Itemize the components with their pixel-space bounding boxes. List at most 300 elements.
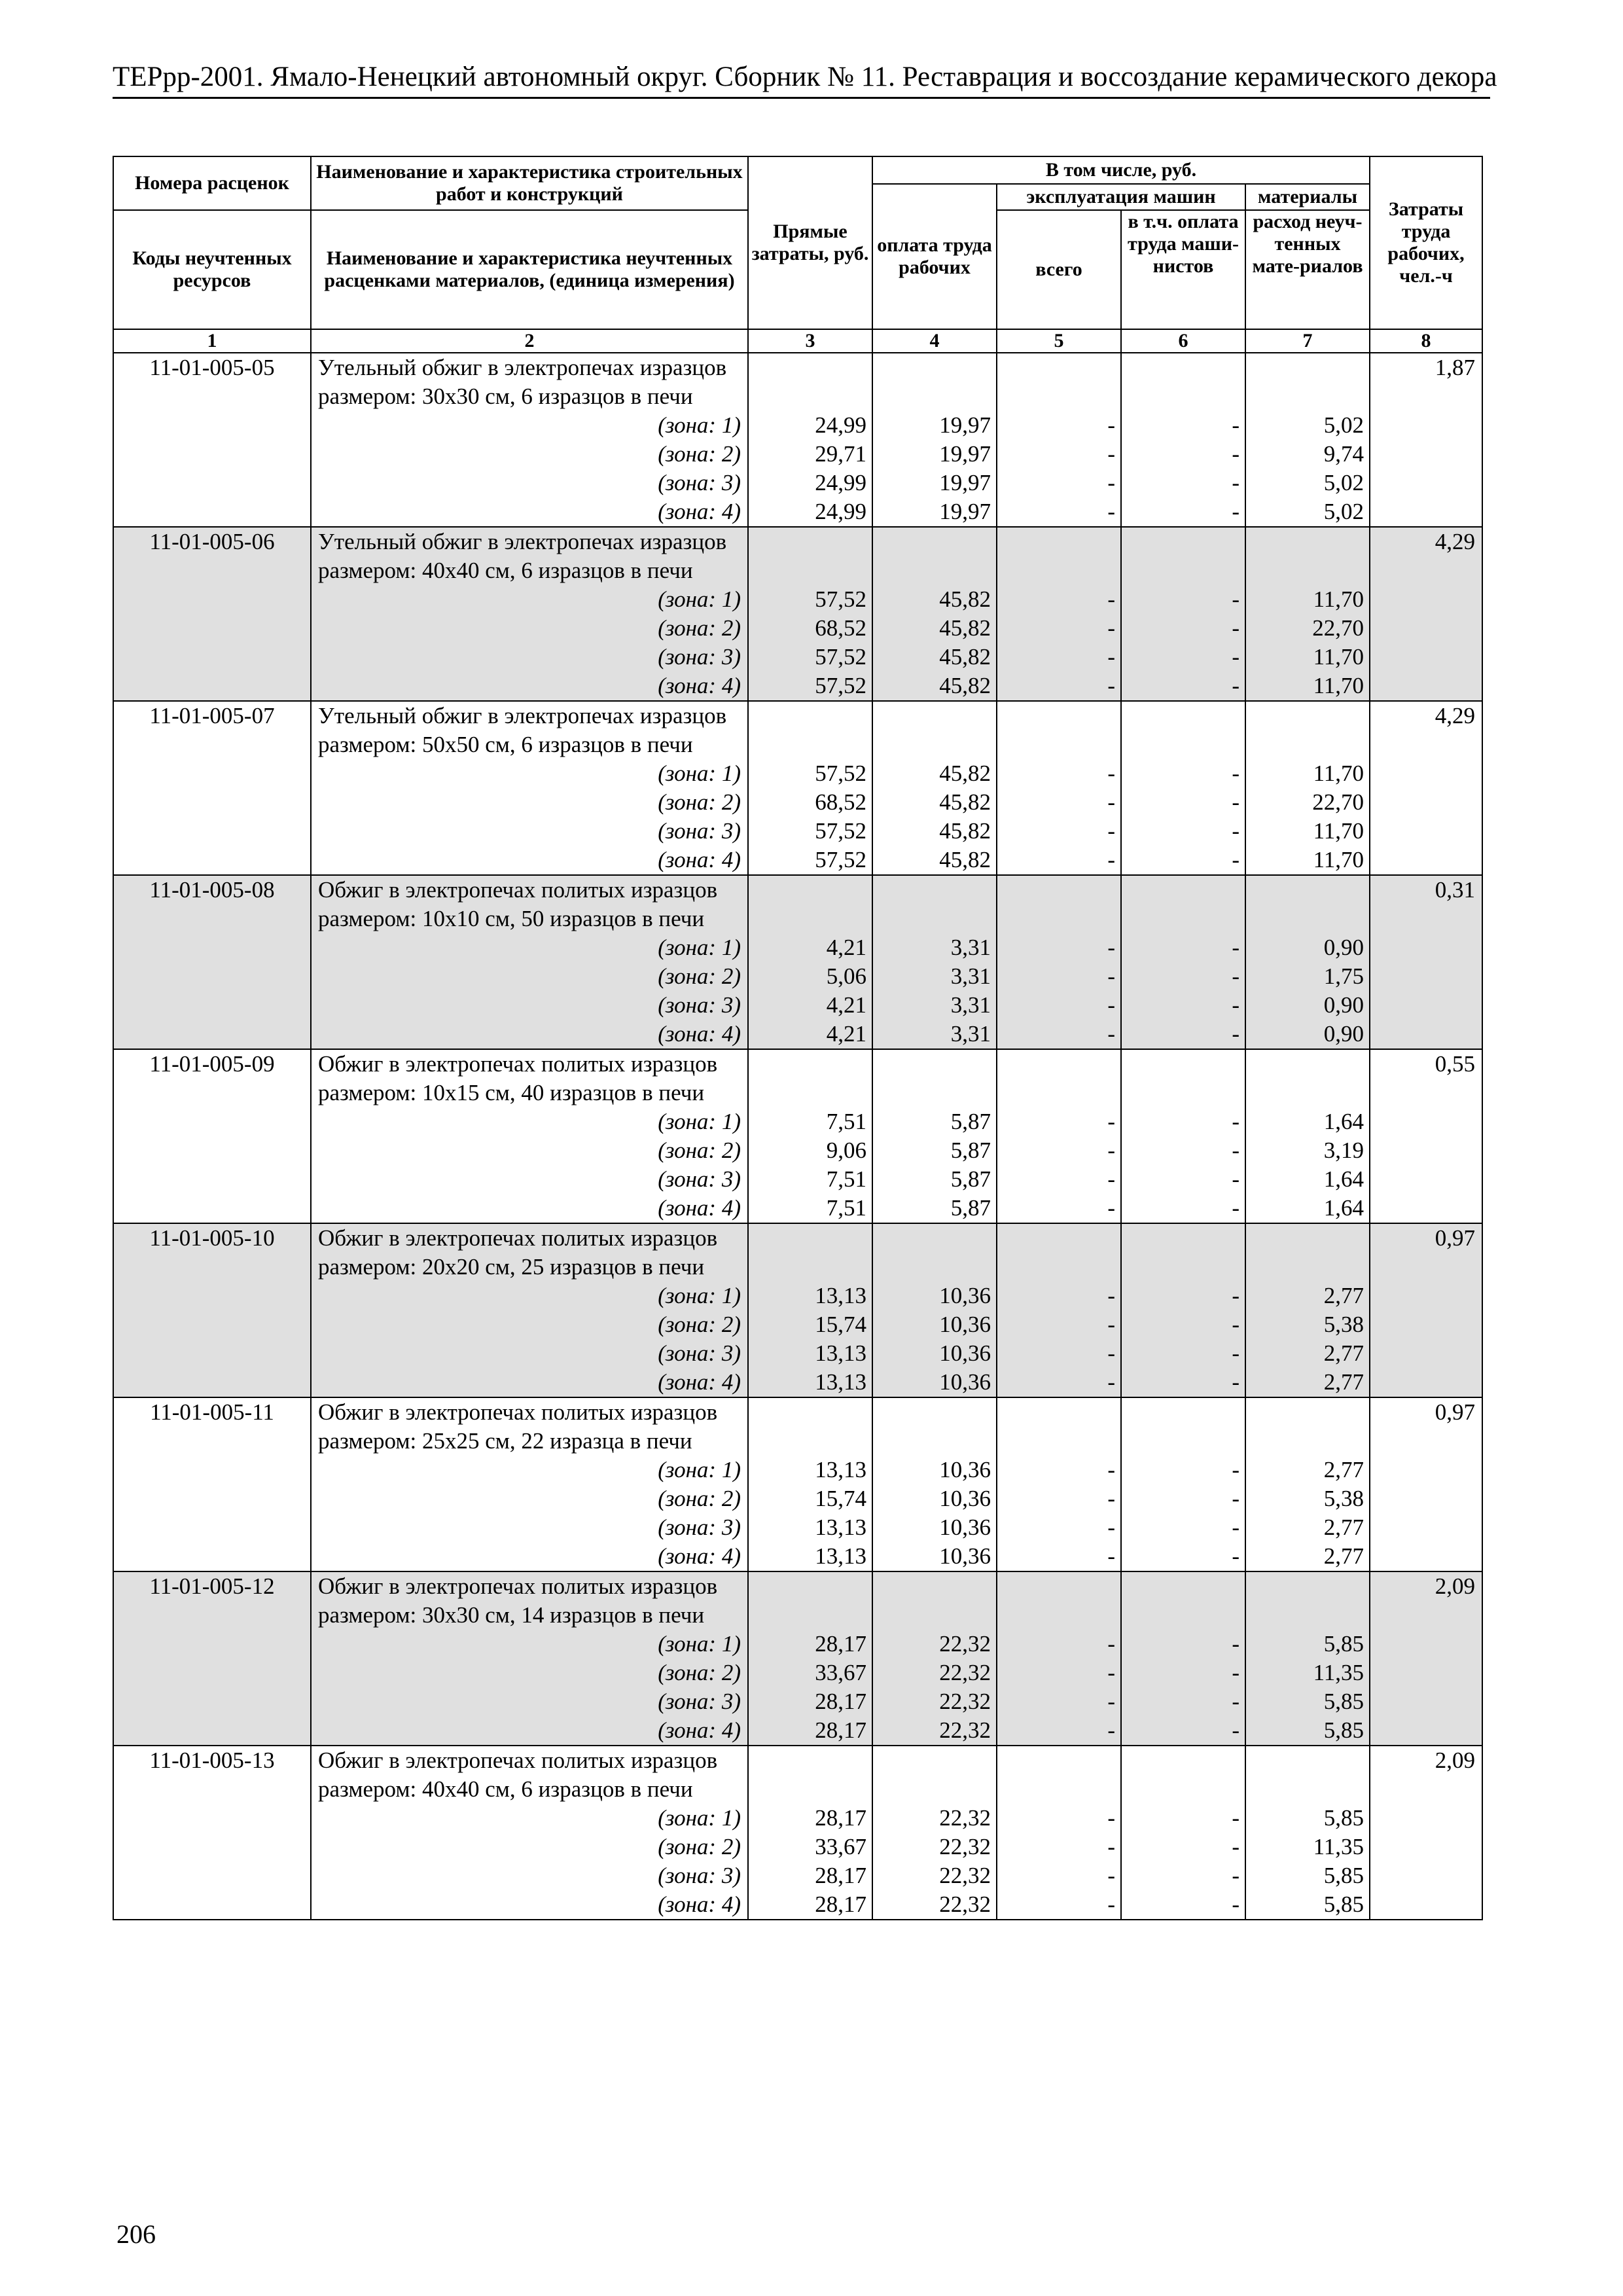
rate-description: Утельный обжиг в электропечах изразцов размером: 50х50 см, 6 изразцов в печи bbox=[318, 703, 727, 757]
materials-cost-value: 5,02 bbox=[1323, 412, 1364, 438]
wages-value: 22,32 bbox=[939, 1660, 991, 1685]
direct-cost-cell bbox=[748, 1049, 872, 1223]
machinist-wages-value: - bbox=[1232, 1486, 1240, 1511]
wages-cell bbox=[872, 1049, 997, 1223]
machinist-wages-value: - bbox=[1232, 1369, 1240, 1395]
materials-cost-value: 2,77 bbox=[1323, 1543, 1364, 1569]
materials-cost-value: 0,90 bbox=[1323, 992, 1364, 1018]
wages-value: 19,97 bbox=[939, 499, 991, 524]
zone-label: (зона: 2) bbox=[658, 441, 741, 467]
header-rate-numbers: Номера расценок bbox=[113, 156, 311, 210]
wages-cell bbox=[872, 701, 997, 875]
machines-total-cell bbox=[997, 353, 1121, 527]
wages-value: 45,82 bbox=[939, 818, 991, 844]
wages-value: 10,36 bbox=[939, 1515, 991, 1540]
machinist-wages-value: - bbox=[1232, 586, 1240, 612]
rate-description-cell bbox=[311, 1746, 748, 1920]
direct-cost-cell bbox=[748, 701, 872, 875]
machines-total-value: - bbox=[1107, 789, 1115, 815]
wages-value: 10,36 bbox=[939, 1486, 991, 1511]
machinist-wages-cell bbox=[1121, 1397, 1245, 1571]
header-wages: оплата труда рабочих bbox=[872, 184, 997, 329]
direct-cost-cell bbox=[748, 1746, 872, 1920]
zone-label: (зона: 4) bbox=[658, 1543, 741, 1569]
rate-code: 11-01-005-09 bbox=[113, 1049, 311, 1223]
column-number: 8 bbox=[1370, 329, 1482, 353]
wages-value: 10,36 bbox=[939, 1312, 991, 1337]
machines-total-value: - bbox=[1107, 673, 1115, 698]
machinist-wages-value: - bbox=[1232, 789, 1240, 815]
machinist-wages-cell bbox=[1121, 1223, 1245, 1397]
machines-total-value: - bbox=[1107, 1631, 1115, 1657]
materials-cost-value: 5,85 bbox=[1323, 1863, 1364, 1888]
materials-cost-value: 0,90 bbox=[1323, 935, 1364, 960]
direct-cost-value: 28,17 bbox=[815, 1805, 866, 1831]
wages-value: 19,97 bbox=[939, 470, 991, 495]
labor-value: 4,29 bbox=[1370, 527, 1482, 701]
table-row bbox=[113, 875, 1482, 1049]
wages-value: 19,97 bbox=[939, 412, 991, 438]
machinist-wages-value: - bbox=[1232, 1515, 1240, 1540]
direct-cost-value: 7,51 bbox=[826, 1195, 866, 1221]
zone-label: (зона: 1) bbox=[658, 1805, 741, 1831]
materials-cost-cell bbox=[1245, 1397, 1370, 1571]
materials-cost-value: 11,70 bbox=[1313, 847, 1364, 872]
wages-value: 45,82 bbox=[939, 761, 991, 786]
rate-code: 11-01-005-05 bbox=[113, 353, 311, 527]
labor-value: 0,97 bbox=[1370, 1223, 1482, 1397]
column-number: 7 bbox=[1245, 329, 1370, 353]
wages-value: 22,32 bbox=[939, 1805, 991, 1831]
direct-cost-value: 28,17 bbox=[815, 1863, 866, 1888]
wages-cell bbox=[872, 1397, 997, 1571]
machines-total-value: - bbox=[1107, 412, 1115, 438]
rate-entry bbox=[113, 701, 1482, 875]
wages-value: 22,32 bbox=[939, 1717, 991, 1743]
header-machines-total: всего bbox=[997, 210, 1121, 329]
direct-cost-value: 5,06 bbox=[826, 963, 866, 989]
zone-label: (зона: 3) bbox=[658, 470, 741, 495]
wages-value: 45,82 bbox=[939, 644, 991, 670]
machines-total-value: - bbox=[1107, 1515, 1115, 1540]
direct-cost-cell bbox=[748, 353, 872, 527]
zone-label: (зона: 1) bbox=[658, 1283, 741, 1308]
machines-total-value: - bbox=[1107, 1138, 1115, 1163]
direct-cost-value: 13,13 bbox=[815, 1283, 866, 1308]
zone-label: (зона: 4) bbox=[658, 1195, 741, 1221]
machinist-wages-cell bbox=[1121, 701, 1245, 875]
materials-cost-value: 1,64 bbox=[1323, 1195, 1364, 1221]
zone-label: (зона: 1) bbox=[658, 412, 741, 438]
direct-cost-value: 7,51 bbox=[826, 1166, 866, 1192]
materials-cost-value: 1,75 bbox=[1323, 963, 1364, 989]
materials-cost-value: 0,90 bbox=[1323, 1021, 1364, 1047]
direct-cost-value: 13,13 bbox=[815, 1457, 866, 1482]
machines-total-cell bbox=[997, 875, 1121, 1049]
machines-total-value: - bbox=[1107, 615, 1115, 641]
direct-cost-value: 4,21 bbox=[826, 935, 866, 960]
machines-total-value: - bbox=[1107, 586, 1115, 612]
machinist-wages-value: - bbox=[1232, 1892, 1240, 1917]
zone-label: (зона: 4) bbox=[658, 1369, 741, 1395]
rate-description-cell bbox=[311, 875, 748, 1049]
machines-total-value: - bbox=[1107, 1543, 1115, 1569]
materials-cost-value: 22,70 bbox=[1312, 789, 1364, 815]
wages-value: 22,32 bbox=[939, 1834, 991, 1859]
wages-value: 22,32 bbox=[939, 1689, 991, 1714]
rate-description-cell bbox=[311, 1571, 748, 1746]
materials-cost-value: 5,85 bbox=[1323, 1689, 1364, 1714]
materials-cost-value: 1,64 bbox=[1323, 1166, 1364, 1192]
rate-entry bbox=[113, 1571, 1482, 1746]
zone-label: (зона: 2) bbox=[658, 1138, 741, 1163]
column-number: 3 bbox=[748, 329, 872, 353]
wages-value: 45,82 bbox=[939, 615, 991, 641]
zone-label: (зона: 3) bbox=[658, 992, 741, 1018]
wages-value: 22,32 bbox=[939, 1892, 991, 1917]
table-row bbox=[113, 1049, 1482, 1223]
zone-label: (зона: 3) bbox=[658, 1340, 741, 1366]
materials-cost-value: 11,70 bbox=[1313, 673, 1364, 698]
rate-code: 11-01-005-08 bbox=[113, 875, 311, 1049]
direct-cost-cell bbox=[748, 1397, 872, 1571]
machinist-wages-value: - bbox=[1232, 1543, 1240, 1569]
rate-entry bbox=[113, 1397, 1482, 1571]
rate-description: Обжиг в электропечах политых изразцов размером: 10х10 см, 50 изразцов в печи bbox=[318, 877, 718, 931]
rate-description-cell bbox=[311, 701, 748, 875]
machines-total-value: - bbox=[1107, 963, 1115, 989]
zone-label: (зона: 1) bbox=[658, 935, 741, 960]
materials-cost-value: 11,70 bbox=[1313, 644, 1364, 670]
table-header bbox=[113, 156, 1482, 353]
zone-label: (зона: 3) bbox=[658, 1689, 741, 1714]
direct-cost-cell bbox=[748, 1571, 872, 1746]
direct-cost-value: 57,52 bbox=[815, 818, 866, 844]
header-column-numbers bbox=[113, 329, 1482, 353]
direct-cost-value: 57,52 bbox=[815, 644, 866, 670]
rate-description: Обжиг в электропечах политых изразцов размером: 20х20 см, 25 изразцов в печи bbox=[318, 1225, 718, 1280]
machines-total-value: - bbox=[1107, 644, 1115, 670]
direct-cost-value: 33,67 bbox=[815, 1660, 866, 1685]
rate-description-cell bbox=[311, 1397, 748, 1571]
rate-entry bbox=[113, 1746, 1482, 1920]
machinist-wages-value: - bbox=[1232, 1457, 1240, 1482]
column-number: 6 bbox=[1121, 329, 1245, 353]
materials-cost-cell bbox=[1245, 875, 1370, 1049]
machines-total-value: - bbox=[1107, 935, 1115, 960]
zone-label: (зона: 3) bbox=[658, 1515, 741, 1540]
machinist-wages-cell bbox=[1121, 353, 1245, 527]
wages-value: 19,97 bbox=[939, 441, 991, 467]
machines-total-cell bbox=[997, 527, 1121, 701]
materials-cost-value: 5,85 bbox=[1323, 1805, 1364, 1831]
materials-cost-value: 2,77 bbox=[1323, 1369, 1364, 1395]
direct-cost-value: 28,17 bbox=[815, 1892, 866, 1917]
direct-cost-value: 68,52 bbox=[815, 789, 866, 815]
zone-label: (зона: 3) bbox=[658, 1863, 741, 1888]
materials-cost-value: 1,64 bbox=[1323, 1109, 1364, 1134]
column-number: 1 bbox=[113, 329, 311, 353]
wages-cell bbox=[872, 1223, 997, 1397]
machinist-wages-value: - bbox=[1232, 1834, 1240, 1859]
machines-total-value: - bbox=[1107, 499, 1115, 524]
table-row bbox=[113, 1746, 1482, 1920]
direct-cost-value: 13,13 bbox=[815, 1340, 866, 1366]
machinist-wages-value: - bbox=[1232, 761, 1240, 786]
materials-cost-cell bbox=[1245, 1223, 1370, 1397]
machinist-wages-value: - bbox=[1232, 412, 1240, 438]
machines-total-value: - bbox=[1107, 1340, 1115, 1366]
machines-total-value: - bbox=[1107, 1660, 1115, 1685]
rate-description: Обжиг в электропечах политых изразцов размером: 30х30 см, 14 изразцов в печи bbox=[318, 1573, 718, 1628]
wages-cell bbox=[872, 875, 997, 1049]
zone-label: (зона: 1) bbox=[658, 1457, 741, 1482]
materials-cost-value: 3,19 bbox=[1323, 1138, 1364, 1163]
zone-label: (зона: 2) bbox=[658, 615, 741, 641]
rate-description-cell bbox=[311, 527, 748, 701]
machinist-wages-value: - bbox=[1232, 1660, 1240, 1685]
machinist-wages-value: - bbox=[1232, 1166, 1240, 1192]
machinist-wages-value: - bbox=[1232, 992, 1240, 1018]
materials-cost-cell bbox=[1245, 1571, 1370, 1746]
direct-cost-value: 57,52 bbox=[815, 673, 866, 698]
wages-value: 22,32 bbox=[939, 1863, 991, 1888]
machines-total-value: - bbox=[1107, 470, 1115, 495]
page-header-title: ТЕРрр-2001. Ямало-Ненецкий автономный округ. Сборник № 11. Реставрация и воссоздание керамического декора bbox=[113, 60, 1490, 99]
wages-value: 10,36 bbox=[939, 1340, 991, 1366]
materials-cost-cell bbox=[1245, 353, 1370, 527]
direct-cost-value: 13,13 bbox=[815, 1515, 866, 1540]
table-row bbox=[113, 1397, 1482, 1571]
labor-value: 2,09 bbox=[1370, 1746, 1482, 1920]
machinist-wages-value: - bbox=[1232, 644, 1240, 670]
materials-cost-value: 5,02 bbox=[1323, 499, 1364, 524]
direct-cost-value: 68,52 bbox=[815, 615, 866, 641]
rate-description: Обжиг в электропечах политых изразцов размером: 25х25 см, 22 изразца в печи bbox=[318, 1399, 718, 1454]
wages-value: 3,31 bbox=[950, 992, 991, 1018]
machines-total-value: - bbox=[1107, 1834, 1115, 1859]
direct-cost-value: 57,52 bbox=[815, 761, 866, 786]
zone-label: (зона: 3) bbox=[658, 818, 741, 844]
direct-cost-value: 57,52 bbox=[815, 586, 866, 612]
header-materials-consumption: расход неуч-тенных мате-риалов bbox=[1245, 210, 1370, 329]
machines-total-cell bbox=[997, 1571, 1121, 1746]
zone-label: (зона: 1) bbox=[658, 586, 741, 612]
wages-value: 5,87 bbox=[950, 1195, 991, 1221]
labor-value: 0,55 bbox=[1370, 1049, 1482, 1223]
direct-cost-value: 28,17 bbox=[815, 1689, 866, 1714]
rate-description: Обжиг в электропечах политых изразцов размером: 10х15 см, 40 изразцов в печи bbox=[318, 1051, 718, 1105]
labor-value: 0,31 bbox=[1370, 875, 1482, 1049]
materials-cost-value: 11,70 bbox=[1313, 586, 1364, 612]
machines-total-value: - bbox=[1107, 1369, 1115, 1395]
direct-cost-value: 24,99 bbox=[815, 412, 866, 438]
machinist-wages-cell bbox=[1121, 527, 1245, 701]
materials-cost-cell bbox=[1245, 527, 1370, 701]
rate-code: 11-01-005-12 bbox=[113, 1571, 311, 1746]
rate-description-cell bbox=[311, 1223, 748, 1397]
machines-total-value: - bbox=[1107, 1717, 1115, 1743]
machines-total-value: - bbox=[1107, 992, 1115, 1018]
machinist-wages-value: - bbox=[1232, 1138, 1240, 1163]
machinist-wages-value: - bbox=[1232, 441, 1240, 467]
column-number: 2 bbox=[311, 329, 748, 353]
machines-total-cell bbox=[997, 1049, 1121, 1223]
rate-code: 11-01-005-10 bbox=[113, 1223, 311, 1397]
machines-total-value: - bbox=[1107, 1863, 1115, 1888]
machines-total-value: - bbox=[1107, 818, 1115, 844]
machinist-wages-value: - bbox=[1232, 1340, 1240, 1366]
rate-entry bbox=[113, 527, 1482, 701]
rate-code: 11-01-005-07 bbox=[113, 701, 311, 875]
column-number: 5 bbox=[997, 329, 1121, 353]
direct-cost-value: 9,06 bbox=[826, 1138, 866, 1163]
zone-label: (зона: 1) bbox=[658, 1109, 741, 1134]
machines-total-cell bbox=[997, 701, 1121, 875]
wages-value: 45,82 bbox=[939, 847, 991, 872]
machines-total-value: - bbox=[1107, 441, 1115, 467]
rate-description: Утельный обжиг в электропечах изразцов размером: 40х40 см, 6 изразцов в печи bbox=[318, 529, 727, 583]
direct-cost-value: 28,17 bbox=[815, 1631, 866, 1657]
wages-value: 22,32 bbox=[939, 1631, 991, 1657]
direct-cost-cell bbox=[748, 527, 872, 701]
direct-cost-value: 4,21 bbox=[826, 992, 866, 1018]
materials-cost-value: 11,35 bbox=[1313, 1834, 1364, 1859]
machinist-wages-cell bbox=[1121, 875, 1245, 1049]
machines-total-cell bbox=[997, 1746, 1121, 1920]
machines-total-value: - bbox=[1107, 1166, 1115, 1192]
machines-total-cell bbox=[997, 1223, 1121, 1397]
direct-cost-value: 24,99 bbox=[815, 470, 866, 495]
labor-value: 0,97 bbox=[1370, 1397, 1482, 1571]
header-materials: материалы bbox=[1245, 184, 1370, 210]
machinist-wages-value: - bbox=[1232, 935, 1240, 960]
materials-cost-value: 11,70 bbox=[1313, 818, 1364, 844]
direct-cost-value: 28,17 bbox=[815, 1717, 866, 1743]
materials-cost-value: 11,70 bbox=[1313, 761, 1364, 786]
direct-cost-cell bbox=[748, 1223, 872, 1397]
zone-label: (зона: 4) bbox=[658, 847, 741, 872]
direct-cost-value: 57,52 bbox=[815, 847, 866, 872]
machinist-wages-cell bbox=[1121, 1049, 1245, 1223]
direct-cost-value: 4,21 bbox=[826, 1021, 866, 1047]
direct-cost-value: 33,67 bbox=[815, 1834, 866, 1859]
machines-total-value: - bbox=[1107, 1689, 1115, 1714]
price-table bbox=[113, 156, 1483, 1920]
zone-label: (зона: 4) bbox=[658, 1892, 741, 1917]
materials-cost-value: 5,85 bbox=[1323, 1631, 1364, 1657]
materials-cost-cell bbox=[1245, 1049, 1370, 1223]
machinist-wages-value: - bbox=[1232, 1689, 1240, 1714]
direct-cost-value: 13,13 bbox=[815, 1369, 866, 1395]
machinist-wages-value: - bbox=[1232, 1021, 1240, 1047]
rate-code: 11-01-005-13 bbox=[113, 1746, 311, 1920]
materials-cost-value: 2,77 bbox=[1323, 1283, 1364, 1308]
wages-value: 45,82 bbox=[939, 586, 991, 612]
zone-label: (зона: 2) bbox=[658, 789, 741, 815]
table-row bbox=[113, 701, 1482, 875]
materials-cost-cell bbox=[1245, 1746, 1370, 1920]
zone-label: (зона: 2) bbox=[658, 1660, 741, 1685]
machines-total-value: - bbox=[1107, 1486, 1115, 1511]
materials-cost-value: 9,74 bbox=[1323, 441, 1364, 467]
direct-cost-value: 15,74 bbox=[815, 1486, 866, 1511]
machinist-wages-cell bbox=[1121, 1571, 1245, 1746]
machines-total-value: - bbox=[1107, 1805, 1115, 1831]
zone-label: (зона: 2) bbox=[658, 963, 741, 989]
materials-cost-value: 2,77 bbox=[1323, 1515, 1364, 1540]
machinist-wages-value: - bbox=[1232, 499, 1240, 524]
wages-value: 5,87 bbox=[950, 1109, 991, 1134]
rate-description-cell bbox=[311, 353, 748, 527]
column-number: 4 bbox=[872, 329, 997, 353]
direct-cost-value: 15,74 bbox=[815, 1312, 866, 1337]
machines-total-value: - bbox=[1107, 1457, 1115, 1482]
machinist-wages-value: - bbox=[1232, 1863, 1240, 1888]
rate-description: Обжиг в электропечах политых изразцов размером: 40х40 см, 6 изразцов в печи bbox=[318, 1748, 718, 1802]
materials-cost-cell bbox=[1245, 701, 1370, 875]
wages-value: 10,36 bbox=[939, 1543, 991, 1569]
rate-description-cell bbox=[311, 1049, 748, 1223]
materials-cost-value: 22,70 bbox=[1312, 615, 1364, 641]
materials-cost-value: 5,38 bbox=[1323, 1312, 1364, 1337]
table-row bbox=[113, 353, 1482, 527]
machinist-wages-cell bbox=[1121, 1746, 1245, 1920]
machinist-wages-value: - bbox=[1232, 1717, 1240, 1743]
wages-value: 45,82 bbox=[939, 673, 991, 698]
rate-entry bbox=[113, 1223, 1482, 1397]
machines-total-value: - bbox=[1107, 1195, 1115, 1221]
table-row bbox=[113, 1223, 1482, 1397]
direct-cost-value: 13,13 bbox=[815, 1543, 866, 1569]
machinist-wages-value: - bbox=[1232, 615, 1240, 641]
machinist-wages-value: - bbox=[1232, 847, 1240, 872]
machinist-wages-value: - bbox=[1232, 1631, 1240, 1657]
materials-cost-value: 5,85 bbox=[1323, 1892, 1364, 1917]
machinist-wages-value: - bbox=[1232, 673, 1240, 698]
zone-label: (зона: 4) bbox=[658, 499, 741, 524]
machines-total-value: - bbox=[1107, 1283, 1115, 1308]
wages-cell bbox=[872, 1571, 997, 1746]
machinist-wages-value: - bbox=[1232, 1312, 1240, 1337]
wages-value: 10,36 bbox=[939, 1283, 991, 1308]
rate-entry bbox=[113, 1049, 1482, 1223]
header-machinist-wages: в т.ч. оплата труда маши-нистов bbox=[1121, 210, 1245, 329]
labor-value: 2,09 bbox=[1370, 1571, 1482, 1746]
zone-label: (зона: 1) bbox=[658, 761, 741, 786]
wages-value: 3,31 bbox=[950, 963, 991, 989]
header-direct-costs: Прямые затраты, руб. bbox=[748, 156, 872, 329]
machinist-wages-value: - bbox=[1232, 1109, 1240, 1134]
wages-cell bbox=[872, 353, 997, 527]
zone-label: (зона: 2) bbox=[658, 1834, 741, 1859]
zone-label: (зона: 1) bbox=[658, 1631, 741, 1657]
machinist-wages-value: - bbox=[1232, 1805, 1240, 1831]
table-row bbox=[113, 527, 1482, 701]
rate-code: 11-01-005-06 bbox=[113, 527, 311, 701]
machines-total-value: - bbox=[1107, 1892, 1115, 1917]
header-including: В том числе, руб. bbox=[872, 156, 1370, 184]
wages-value: 3,31 bbox=[950, 935, 991, 960]
table-row bbox=[113, 1571, 1482, 1746]
machinist-wages-value: - bbox=[1232, 963, 1240, 989]
direct-cost-value: 24,99 bbox=[815, 499, 866, 524]
wages-value: 5,87 bbox=[950, 1166, 991, 1192]
machines-total-value: - bbox=[1107, 761, 1115, 786]
direct-cost-value: 7,51 bbox=[826, 1109, 866, 1134]
labor-value: 4,29 bbox=[1370, 701, 1482, 875]
wages-value: 5,87 bbox=[950, 1138, 991, 1163]
